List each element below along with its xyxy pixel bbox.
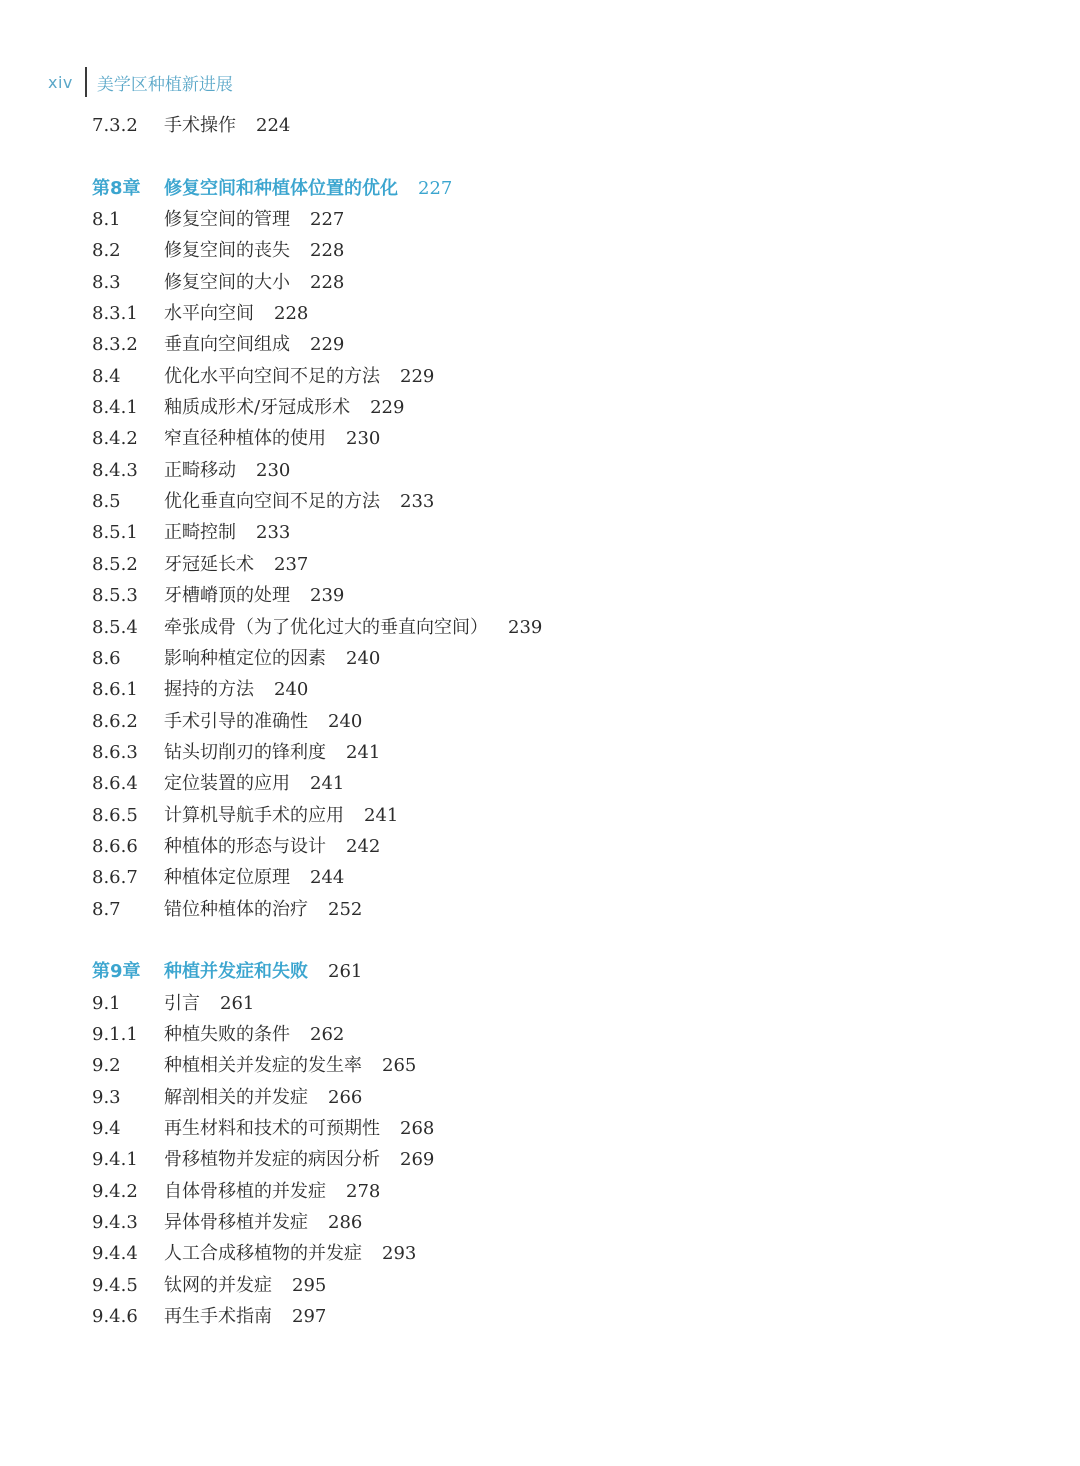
toc-entry-title-group xyxy=(164,298,308,329)
toc-entry-title: 种植体定位原理 xyxy=(164,867,290,889)
toc-entry-number: 9.4.1 xyxy=(92,1149,138,1171)
toc-entry[interactable] xyxy=(92,298,992,329)
toc-entry[interactable] xyxy=(92,329,992,360)
toc-entry-number: 9.4.2 xyxy=(92,1180,138,1202)
toc-entry[interactable] xyxy=(92,862,992,893)
toc-entry-page: 239 xyxy=(508,616,543,638)
toc-entry-page: 227 xyxy=(418,177,453,199)
toc-entry-title: 釉质成形术/牙冠成形术 xyxy=(164,397,351,419)
toc-entry-title-group xyxy=(164,1238,416,1269)
toc-entry-title: 种植体的形态与设计 xyxy=(164,835,326,857)
toc-entry-page: 295 xyxy=(292,1274,327,1296)
toc-entry-title-group xyxy=(164,1301,326,1332)
toc-entry-number: 9.4.4 xyxy=(92,1243,138,1265)
toc-entry-title-group xyxy=(164,517,290,548)
toc-entry-number: 9.3 xyxy=(92,1086,121,1108)
toc-entry-title: 正畸移动 xyxy=(164,459,236,481)
toc-entry-title: 自体骨移植的并发症 xyxy=(164,1180,326,1202)
toc-entry-title-group xyxy=(164,329,344,360)
toc-entry-page: 242 xyxy=(346,835,381,857)
toc-entry-title-group xyxy=(164,267,344,298)
toc-entry-title: 牙槽嵴顶的处理 xyxy=(164,585,290,607)
toc-entry-page: 278 xyxy=(346,1180,381,1202)
toc-entry-title-group xyxy=(164,1207,362,1238)
toc-chapter-heading[interactable] xyxy=(92,173,992,204)
toc-entry-number: 8.3.2 xyxy=(92,334,138,356)
toc-entry-title-group xyxy=(164,392,404,423)
toc-entry-title-group xyxy=(164,1176,380,1207)
toc-entry-page: 230 xyxy=(346,428,381,450)
toc-entry[interactable] xyxy=(92,110,992,141)
toc-entry-title-group xyxy=(164,173,452,204)
section-gap xyxy=(92,925,992,956)
toc-entry-page: 241 xyxy=(310,773,345,795)
toc-entry-title: 握持的方法 xyxy=(164,679,254,701)
toc-entry-page: 227 xyxy=(310,209,345,231)
toc-entry-number: 8.4.2 xyxy=(92,428,138,450)
toc-entry-number: 9.4.6 xyxy=(92,1306,138,1328)
toc-entry-title: 钛网的并发症 xyxy=(164,1274,272,1296)
toc-entry-title-group xyxy=(164,580,344,611)
toc-entry-page: 261 xyxy=(220,992,255,1014)
toc-entry-number: 8.6.1 xyxy=(92,679,138,701)
toc-entry-number: 第9章 xyxy=(92,961,141,983)
toc-entry-page: 240 xyxy=(346,647,381,669)
toc-entry-page: 244 xyxy=(310,867,345,889)
toc-entry-number: 8.5.4 xyxy=(92,616,138,638)
toc-entry-number: 8.4.1 xyxy=(92,397,138,419)
toc-entry-title: 再生材料和技术的可预期性 xyxy=(164,1118,380,1139)
toc-entry-page: 269 xyxy=(400,1149,435,1171)
toc-entry-page: 230 xyxy=(256,459,291,481)
toc-entry-number: 第8章 xyxy=(92,177,141,199)
toc-entry[interactable] xyxy=(92,361,992,392)
toc-entry-title-group xyxy=(164,1050,416,1081)
toc-entry-number: 8.6 xyxy=(92,647,121,669)
toc-entry[interactable] xyxy=(92,1270,992,1301)
toc-entry-page: 261 xyxy=(328,961,363,983)
toc-entry[interactable] xyxy=(92,1176,992,1207)
toc-entry-number: 9.1.1 xyxy=(92,1023,138,1045)
toc-entry[interactable] xyxy=(92,800,992,831)
toc-entry[interactable] xyxy=(92,768,992,799)
toc-entry-number: 7.3.2 xyxy=(92,115,138,136)
toc-entry-title-group xyxy=(164,988,254,1019)
toc-entry-page: 252 xyxy=(328,898,363,920)
toc-entry-title-group xyxy=(164,831,380,862)
toc-entry-title: 修复空间和种植体位置的优化 xyxy=(164,177,398,199)
toc-entry-number: 9.4.5 xyxy=(92,1274,138,1296)
toc-entry-number: 9.2 xyxy=(92,1055,121,1077)
toc-entry-title: 解剖相关的并发症 xyxy=(164,1086,308,1108)
toc-entry-number: 8.3.1 xyxy=(92,303,138,325)
toc-entry-title-group xyxy=(164,235,344,266)
toc-entry-title-group xyxy=(164,110,290,141)
toc-entry-number: 9.1 xyxy=(92,992,121,1014)
toc-entry-title-group xyxy=(164,737,380,768)
toc-entry-number: 8.3 xyxy=(92,271,121,293)
toc-entry-title: 水平向空间 xyxy=(164,303,254,325)
toc-entry-page: 228 xyxy=(274,303,309,325)
toc-entry-number: 8.1 xyxy=(92,209,121,231)
toc-entry[interactable] xyxy=(92,737,992,768)
toc-entry-number: 9.4.3 xyxy=(92,1212,138,1234)
toc-entry-title-group xyxy=(164,956,362,987)
toc-entry[interactable] xyxy=(92,392,992,423)
page-number: xiv xyxy=(48,72,73,92)
toc-entry-number: 8.5.2 xyxy=(92,553,138,575)
toc-entry-title: 钻头切削刃的锋利度 xyxy=(164,741,326,763)
toc-entry[interactable] xyxy=(92,1019,992,1050)
toc-entry[interactable] xyxy=(92,486,992,517)
toc-entry-title: 错位种植体的治疗 xyxy=(164,898,308,920)
toc-entry[interactable] xyxy=(92,455,992,486)
toc-entry[interactable] xyxy=(92,643,992,674)
book-title: 美学区种植新进展 xyxy=(96,74,233,95)
toc-entry[interactable] xyxy=(92,1050,992,1081)
toc-entry-title-group xyxy=(164,423,380,454)
toc-entry-number: 8.2 xyxy=(92,240,121,262)
toc-chapter-heading[interactable] xyxy=(92,956,992,987)
toc-entry-title-group xyxy=(164,549,308,580)
toc-entry-title-group xyxy=(164,643,380,674)
toc-entry-page: 229 xyxy=(400,365,435,387)
toc-entry-title: 修复空间的管理 xyxy=(164,209,290,231)
toc-entry[interactable] xyxy=(92,894,992,925)
toc-entry-title: 定位装置的应用 xyxy=(164,773,290,795)
toc-entry-page: 266 xyxy=(328,1086,363,1108)
toc-entry[interactable] xyxy=(92,204,992,235)
toc-entry[interactable] xyxy=(92,1144,992,1175)
toc-entry-page: 239 xyxy=(310,585,345,607)
toc-entry-title-group xyxy=(164,1019,344,1050)
toc-entry[interactable] xyxy=(92,988,992,1019)
toc-entry-page: 229 xyxy=(310,334,345,356)
toc-entry-page: 262 xyxy=(310,1023,345,1045)
toc-entry-number: 8.4 xyxy=(92,365,121,387)
toc-entry-title: 修复空间的丧失 xyxy=(164,240,290,262)
toc-entry-title: 优化水平向空间不足的方法 xyxy=(164,365,380,387)
toc-entry-number: 8.4.3 xyxy=(92,459,138,481)
toc-entry-title-group xyxy=(164,612,542,643)
toc-entry-page: 293 xyxy=(382,1243,417,1265)
toc-entry-number: 8.6.6 xyxy=(92,835,138,857)
toc-entry-title: 异体骨移植并发症 xyxy=(164,1212,308,1234)
toc-entry-title-group xyxy=(164,486,434,517)
toc-entry-title-group xyxy=(164,706,362,737)
toc-entry-title-group xyxy=(164,1270,326,1301)
toc-entry-page: 224 xyxy=(256,115,291,136)
toc-entry-title: 牵张成骨（为了优化过大的垂直向空间） xyxy=(164,616,488,638)
toc-entry-title: 手术操作 xyxy=(164,115,236,136)
toc-entry[interactable] xyxy=(92,1113,992,1144)
toc-entry-page: 228 xyxy=(310,271,345,293)
toc-entry-title-group xyxy=(164,1082,362,1113)
header-divider xyxy=(85,67,87,97)
toc-entry-title: 正畸控制 xyxy=(164,522,236,544)
section-gap xyxy=(92,141,992,172)
toc-entry-page: 228 xyxy=(310,240,345,262)
toc-entry-title: 计算机导航手术的应用 xyxy=(164,804,344,826)
toc-entry-page: 229 xyxy=(370,397,405,419)
toc-entry-title-group xyxy=(164,674,308,705)
toc-entry-title: 修复空间的大小 xyxy=(164,271,290,293)
toc-entry-title: 骨移植物并发症的病因分析 xyxy=(164,1149,380,1171)
toc-entry[interactable] xyxy=(92,1238,992,1269)
toc-entry-title-group xyxy=(164,204,344,235)
toc-entry-number: 8.6.4 xyxy=(92,773,138,795)
toc-entry-title-group xyxy=(164,361,434,392)
toc-entry-title: 再生手术指南 xyxy=(164,1306,272,1328)
toc-entry[interactable] xyxy=(92,612,992,643)
toc-entry-page: 268 xyxy=(400,1118,435,1139)
toc-entry-page: 286 xyxy=(328,1212,363,1234)
toc-entry[interactable] xyxy=(92,674,992,705)
toc-entry-title-group xyxy=(164,862,344,893)
toc-entry-page: 297 xyxy=(292,1306,327,1328)
toc-entry-page: 265 xyxy=(382,1055,417,1077)
toc-entry[interactable] xyxy=(92,423,992,454)
toc-entry-number: 9.4 xyxy=(92,1118,121,1139)
toc-entry-number: 8.6.7 xyxy=(92,867,138,889)
toc-entry-page: 237 xyxy=(274,553,309,575)
toc-entry-title: 引言 xyxy=(164,992,200,1014)
toc-entry-title-group xyxy=(164,768,344,799)
toc-entry[interactable] xyxy=(92,1301,992,1332)
toc-entry-title: 人工合成移植物的并发症 xyxy=(164,1243,362,1265)
toc-entry-page: 240 xyxy=(328,710,363,732)
toc-entry[interactable] xyxy=(92,1207,992,1238)
toc-entry-number: 8.5.1 xyxy=(92,522,138,544)
toc-entry-title: 牙冠延长术 xyxy=(164,553,254,575)
toc-entry[interactable] xyxy=(92,267,992,298)
toc-entry[interactable] xyxy=(92,580,992,611)
toc-entry-title: 种植相关并发症的发生率 xyxy=(164,1055,362,1077)
toc-entry-title: 垂直向空间组成 xyxy=(164,334,290,356)
toc-entry-title: 影响种植定位的因素 xyxy=(164,647,326,669)
toc-entry-title-group xyxy=(164,800,398,831)
table-of-contents xyxy=(92,110,992,1332)
toc-entry-title: 窄直径种植体的使用 xyxy=(164,428,326,450)
toc-entry[interactable] xyxy=(92,235,992,266)
toc-entry-number: 8.6.5 xyxy=(92,804,138,826)
toc-entry-title: 优化垂直向空间不足的方法 xyxy=(164,491,380,513)
toc-entry-page: 240 xyxy=(274,679,309,701)
toc-entry-title: 种植失败的条件 xyxy=(164,1023,290,1045)
toc-entry-title: 种植并发症和失败 xyxy=(164,961,308,983)
toc-entry-page: 233 xyxy=(256,522,291,544)
toc-entry-title: 手术引导的准确性 xyxy=(164,710,308,732)
toc-entry-number: 8.6.2 xyxy=(92,710,138,732)
toc-entry-number: 8.6.3 xyxy=(92,741,138,763)
toc-entry-page: 241 xyxy=(364,804,399,826)
toc-entry-title-group xyxy=(164,1144,434,1175)
toc-entry[interactable] xyxy=(92,549,992,580)
toc-entry[interactable] xyxy=(92,1082,992,1113)
toc-entry-page: 233 xyxy=(400,491,435,513)
toc-entry-number: 8.5 xyxy=(92,491,121,513)
toc-entry-number: 8.5.3 xyxy=(92,585,138,607)
toc-entry[interactable] xyxy=(92,706,992,737)
toc-entry[interactable] xyxy=(92,831,992,862)
toc-entry-title-group xyxy=(164,455,290,486)
toc-entry-title-group xyxy=(164,1113,434,1144)
toc-entry[interactable] xyxy=(92,517,992,548)
toc-entry-title-group xyxy=(164,894,362,925)
toc-entry-page: 241 xyxy=(346,741,381,763)
toc-entry-number: 8.7 xyxy=(92,898,121,920)
running-header xyxy=(48,66,233,98)
